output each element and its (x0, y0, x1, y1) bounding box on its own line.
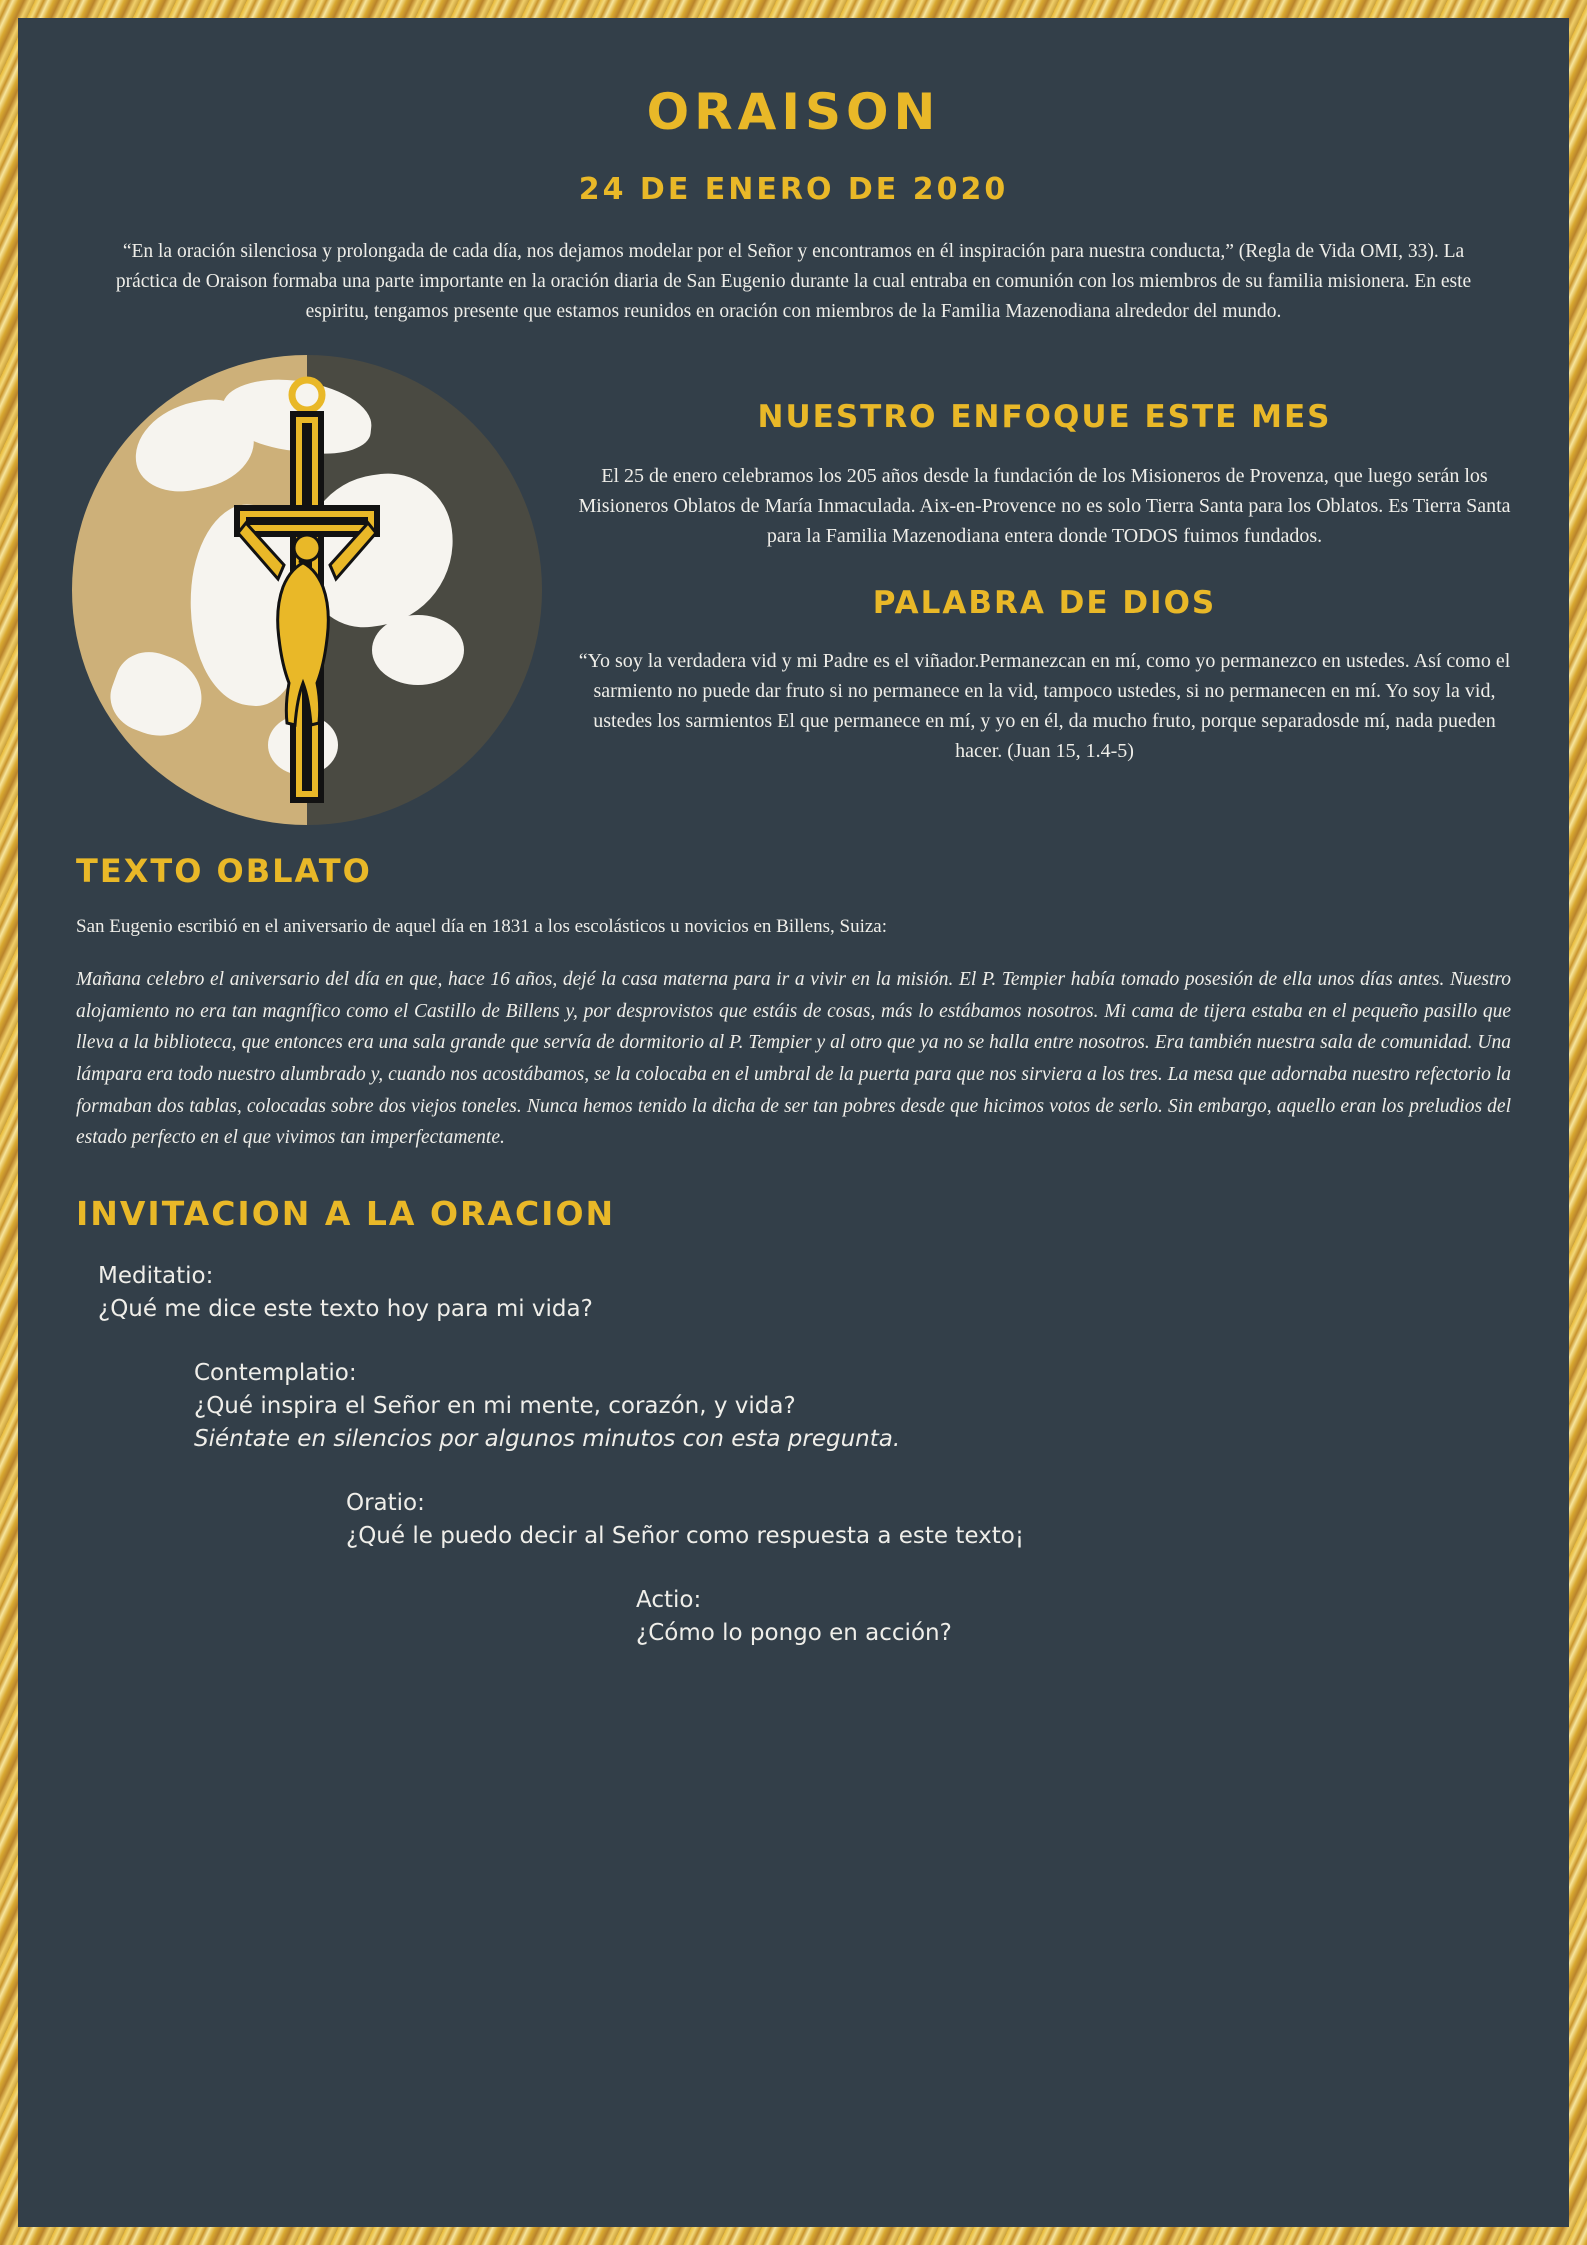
prayer-step-meditatio (98, 1260, 1511, 1327)
step-label: Actio: (636, 1586, 702, 1613)
section-heading-palabra: PALABRA DE DIOS (872, 584, 1217, 621)
section-texto-oblato (76, 852, 1511, 1154)
section-heading-texto-oblato: TEXTO OBLATO (76, 851, 372, 890)
step-label: Contemplatio: (194, 1359, 357, 1386)
step-question: ¿Cómo lo pongo en acción? (636, 1619, 952, 1646)
artwork-and-sections (18, 345, 1569, 825)
step-question: ¿Qué le puedo decir al Señor como respuesta a este texto¡ (346, 1523, 1025, 1550)
page-date: 24 DE ENERO DE 2020 (578, 171, 1009, 207)
crucifix-icon (232, 373, 382, 813)
step-note: Siéntate en silencios por algunos minutos con esta pregunta. (194, 1426, 901, 1453)
page-content (18, 18, 1569, 2227)
section-heading-invitacion: INVITACION A LA ORACION (76, 1193, 616, 1233)
prayer-step-actio (636, 1584, 1511, 1651)
prayer-step-oratio (346, 1487, 1511, 1554)
step-label: Meditatio: (98, 1263, 214, 1290)
step-question: ¿Qué inspira el Señor en mi mente, corazón, y vida? (194, 1393, 796, 1420)
texto-oblato-quote: Mañana celebro el aniversario del día en que, hace 16 años, dejé la casa materna para ir a vivir en la misión. El P. Tempier había tomado posesión de ella unos días antes. Nuestro alojamiento no era tan magnífico como el Castillo de Billens y, por desprovistos que estáis de cosas, más lo estábamos nosotros. Mi cama de tijera estaba en el pequeño pasillo que lleva a la biblioteca, que entonces era una sala grande que servía de dormitorio al P. Tempier y al otro que ya no se halla entre nosotros. Era también nuestra sala de comunidad. Una lámpara era todo nuestro alumbrado y, cuando nos acostábamos, se la colocaba en el umbral de la puerta para que nos sirviera a los tres. La mesa que adornaba nuestro refectorio la formaban dos tablas, colocadas sobre dos viejos toneles. Nunca hemos tenido la dicha de ser tan pobres desde que hicimos votos de serlo. Sin embargo, aquello eran los preludios del estado perfecto en el que vivimos tan imperfectamente. (76, 969, 1511, 1149)
section-heading-enfoque: NUESTRO ENFOQUE ESTE MES (757, 398, 1332, 435)
section-body-palabra: “Yo soy la verdadera vid y mi Padre es el viñador.Permanezcan en mí, como yo permanezco en ustedes. Así como el sarmiento no puede dar fruto si no permanece en la vid, tampoco ustedes, si no permanecen en mí. Yo soy la vid, ustedes los sarmientos El que permanece en mí, y yo en él, da mucho fruto, porque separadosde mí, nada pueden hacer. (Juan 15, 1.4-5) (578, 650, 1511, 763)
texto-oblato-intro: San Eugenio escribió en el aniversario de aquel día en 1831 a los escolásticos u novicios en Billens, Suiza: (76, 916, 887, 938)
step-question: ¿Qué me dice este texto hoy para mi vida? (98, 1296, 593, 1323)
intro-paragraph: “En la oración silenciosa y prolongada de cada día, nos dejamos modelar por el Señor y encontramos en él inspiración para nuestra conducta,” (Regla de Vida OMI, 33). La práctica de Oraison formaba una parte importante en la oración diaria de San Eugenio durante la cual entraba en comunión con los miembros de su familia misionera. En este espiritu, tengamos presente que estamos reunidos en oración con miembros de la Familia Mazenodiana alrededor del mundo. (115, 240, 1472, 322)
page-title: ORAISON (646, 82, 941, 141)
section-body-enfoque: El 25 de enero celebramos los 205 años desde la fundación de los Misioneros de Provenza, que luego serán los Misioneros Oblatos de María Inmaculada. Aix-en-Provence no es solo Tierra Santa para los Oblatos. Es Tierra Santa para la Familia Mazenodiana entera donde TODOS fuimos fundados. (578, 464, 1511, 547)
step-label: Oratio: (346, 1489, 425, 1516)
globe-crucifix-artwork (72, 355, 542, 825)
section-invitacion (76, 1194, 1511, 1650)
right-text-column (578, 373, 1511, 786)
prayer-step-contemplatio (194, 1357, 1511, 1457)
